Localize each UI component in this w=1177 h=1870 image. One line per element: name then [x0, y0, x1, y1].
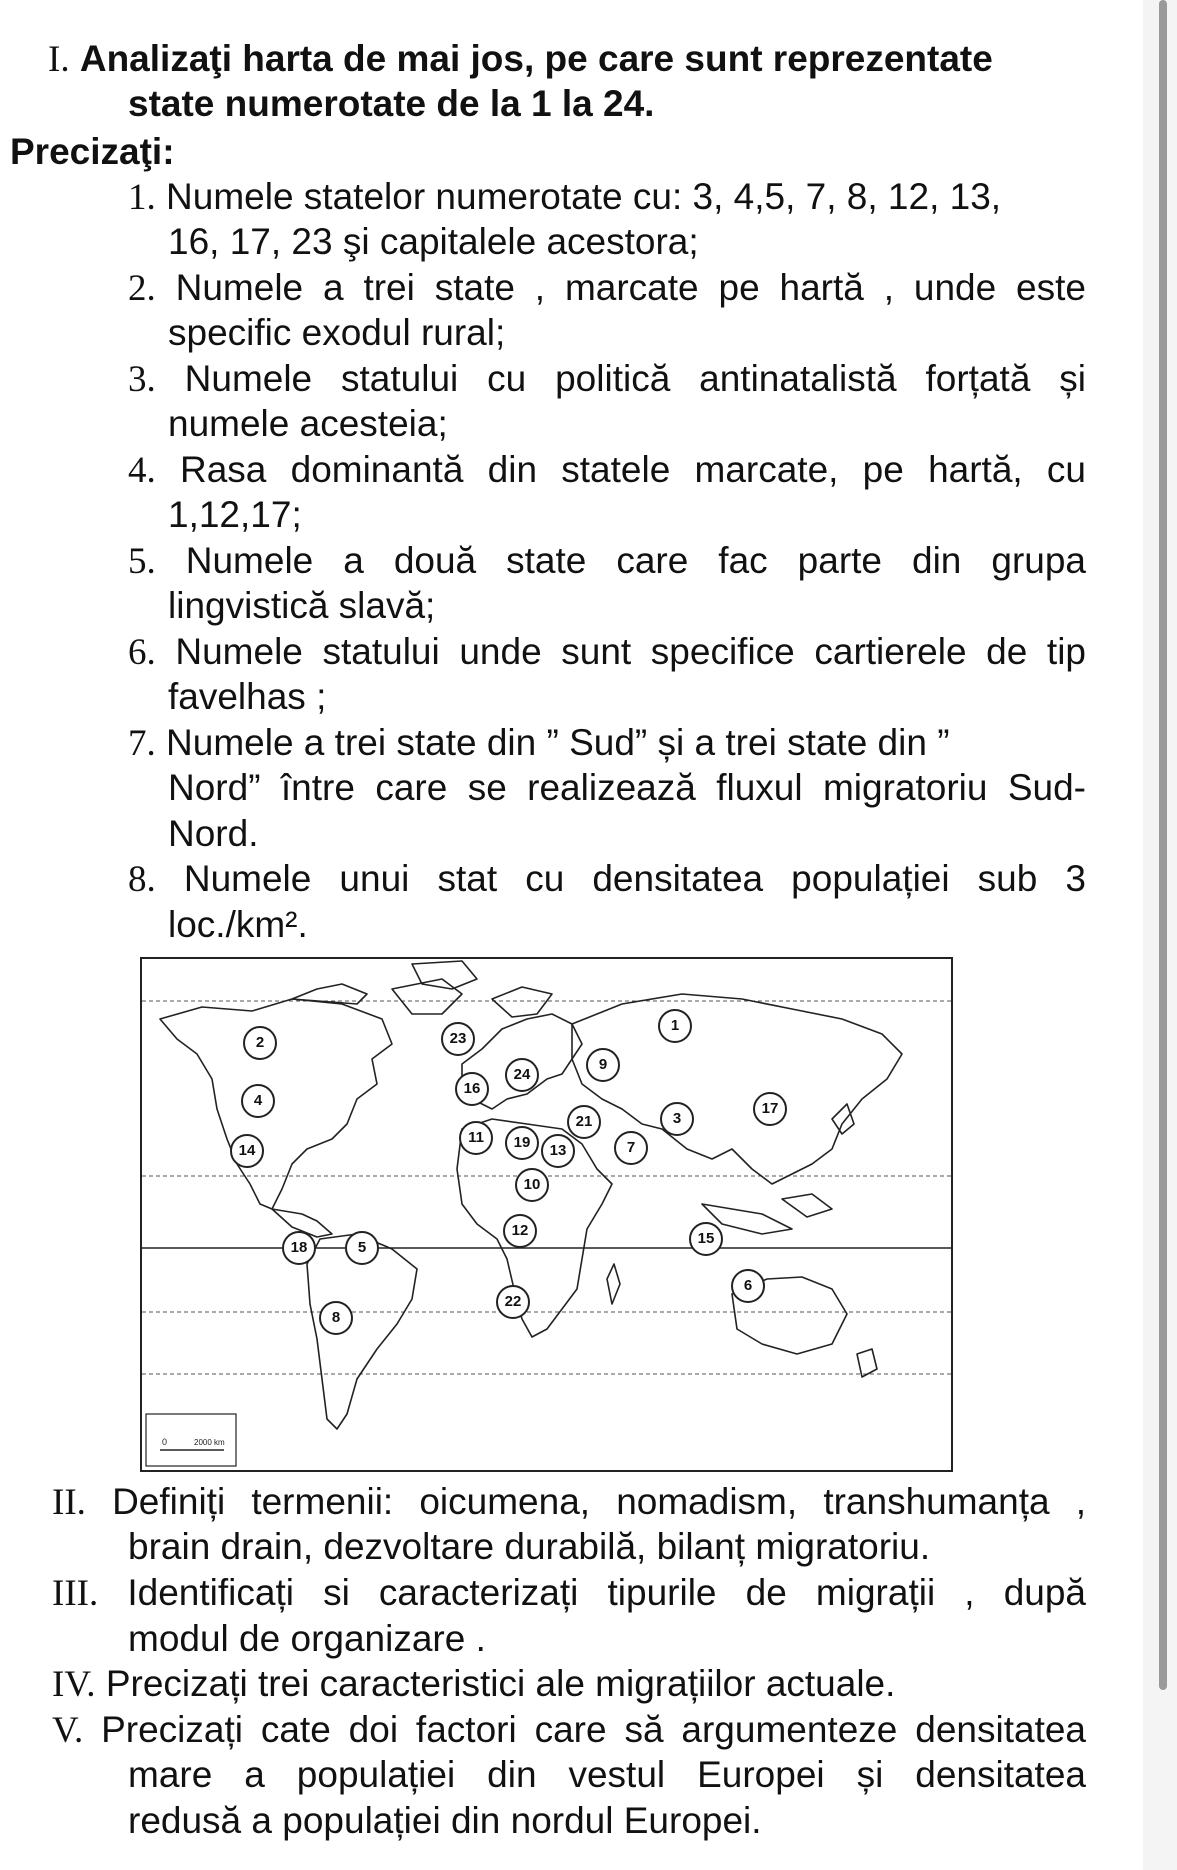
map-label-10: 10: [515, 1168, 549, 1202]
section5-line1: V. Precizați cate doi factori care să argumenteze densitatea: [52, 1709, 1086, 1751]
map-label-17: 17: [753, 1092, 787, 1126]
world-map: [140, 957, 953, 1472]
list-item-cont: Nord.: [168, 813, 259, 854]
section1-heading: Precizaţi:: [10, 131, 175, 172]
map-label-1: 1: [658, 1009, 692, 1043]
map-label-3: 3: [660, 1102, 694, 1136]
section2-line2: brain drain, dezvoltare durabilă, bilanț migratoriu.: [128, 1526, 931, 1567]
section5-line3: redusă a populației din nordul Europei.: [128, 1800, 762, 1841]
list-item: 5. Numele a două state care fac parte din grupa: [128, 540, 1086, 582]
scale-label: 2000 km: [194, 1438, 225, 1447]
list-item: 8. Numele unui stat cu densitatea populației sub 3: [128, 858, 1086, 900]
map-label-14: 14: [230, 1134, 264, 1168]
map-label-11: 11: [459, 1121, 493, 1155]
map-label-9: 9: [586, 1048, 620, 1082]
list-item: 1. Numele statelor numerotate cu: 3, 4,5, 7, 8, 12, 13,: [128, 176, 1002, 218]
map-label-21: 21: [567, 1105, 601, 1139]
section1-title-line1: Analizaţi harta de mai jos, pe care sunt reprezentate: [79, 38, 993, 79]
section1-numeral: I.: [48, 39, 70, 80]
section3-line2: modul de organizare .: [128, 1618, 486, 1659]
list-item: 6. Numele statului unde sunt specifice cartierele de tip: [128, 631, 1087, 673]
list-item: 4. Rasa dominantă din statele marcate, pe hartă, cu: [128, 449, 1087, 491]
map-label-4: 4: [241, 1084, 275, 1118]
map-label-5: 5: [345, 1231, 379, 1265]
list-item-cont: 16, 17, 23 şi capitalele acestora;: [168, 221, 699, 262]
section4-line1: IV. Precizați trei caracteristici ale migrațiilor actuale.: [52, 1663, 896, 1705]
scrollbar[interactable]: [1143, 0, 1177, 1870]
scroll-thumb[interactable]: [1159, 0, 1167, 1690]
list-item-cont: Nord” între care se realizează fluxul migratoriu Sud-: [168, 767, 1086, 808]
list-item-cont: lingvistică slavă;: [168, 585, 436, 626]
map-label-24: 24: [505, 1058, 539, 1092]
list-item-cont: favelhas ;: [168, 676, 327, 717]
map-label-12: 12: [503, 1214, 537, 1248]
map-label-23: 23: [441, 1022, 475, 1056]
map-label-8: 8: [319, 1301, 353, 1335]
map-label-7: 7: [614, 1131, 648, 1165]
list-item: 7. Numele a trei state din ” Sud” și a trei state din ”: [128, 722, 950, 764]
list-item-cont: loc./km².: [168, 904, 308, 945]
map-label-15: 15: [689, 1222, 723, 1256]
section1-title: [48, 37, 1090, 82]
section2-line1: II. Definiți termenii: oicumena, nomadism, transhumanța ,: [52, 1481, 1086, 1523]
section3-line1: III. Identificați si caracterizați tipurile de migrații , după: [52, 1572, 1087, 1614]
map-label-22: 22: [496, 1285, 530, 1319]
list-item: 3. Numele statului cu politică antinatalistă forțată și: [128, 358, 1086, 400]
section1-title-line2: state numerotate de la 1 la 24.: [128, 83, 655, 124]
map-label-13: 13: [541, 1134, 575, 1168]
map-label-6: 6: [731, 1269, 765, 1303]
list-item-cont: specific exodul rural;: [168, 312, 506, 353]
list-item-cont: numele acesteia;: [168, 403, 448, 444]
list-item: 2. Numele a trei state , marcate pe hartă , unde este: [128, 267, 1086, 309]
section5-line2: mare a populației din vestul Europei și densitatea: [128, 1754, 1086, 1795]
map-label-18: 18: [282, 1231, 316, 1265]
map-label-2: 2: [243, 1026, 277, 1060]
scale-zero: 0: [162, 1437, 168, 1447]
map-label-19: 19: [505, 1126, 539, 1160]
list-item-cont: 1,12,17;: [168, 494, 302, 535]
map-label-16: 16: [455, 1072, 489, 1106]
